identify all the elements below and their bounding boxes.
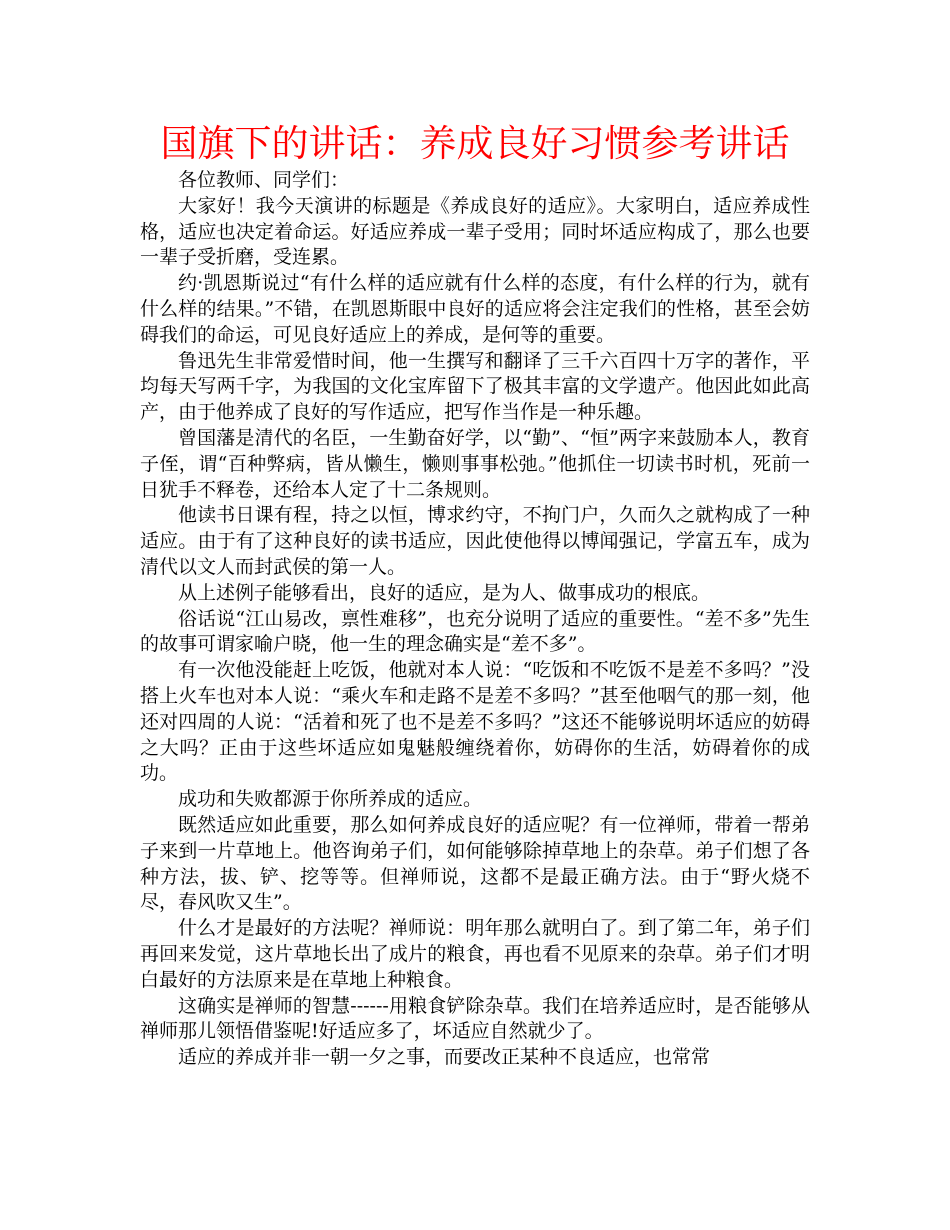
paragraph: 他读书日课有程，持之以恒，博求约守，不拘门户，久而久之就构成了一种适应。由于有了这种良好的读书适应，因此使他得以博闻强记，学富五车，成为清代以文人而封武侯的第一人。: [140, 504, 810, 578]
paragraph: 成功和失败都源于你所养成的适应。: [178, 788, 483, 811]
paragraph: 约·凯恩斯说过“有什么样的适应就有什么样的态度，有什么样的行为，就有什么样的结果。”不错，在凯恩斯眼中良好的适应将会注定我们的性格，甚至会妨碍我们的命运，可见良好适应上的养成，是何等的重要。: [140, 272, 810, 346]
paragraph: 俗话说“江山易改，禀性难移”，也充分说明了适应的重要性。“差不多”先生的故事可谓家喻户晓，他一生的理念确实是“差不多”。: [140, 607, 810, 656]
paragraph: 既然适应如此重要，那么如何养成良好的适应呢？有一位禅师，带着一帮弟子来到一片草地上。他咨询弟子们，如何能够除掉草地上的杂草。弟子们想了各种方法，拔、铲、挖等等。但禅师说，这都不是最正确方法。由于“野火烧不尽，春风吹又生”。: [140, 813, 810, 914]
paragraph: 鲁迅先生非常爱惜时间，他一生撰写和翻译了三千六百四十万字的著作，平均每天写两千字，为我国的文化宝库留下了极其丰富的文学遗产。他因此如此高产，由于他养成了良好的写作适应，把写作当作是一种乐趣。: [140, 349, 810, 424]
paragraph: 这确实是禅师的智慧------用粮食铲除杂草。我们在培养适应时，是否能够从禅师那儿领悟借鉴呢!好适应多了，坏适应自然就少了。: [140, 994, 810, 1043]
document-title: 国旗下的讲话：养成良好习惯参考讲话: [160, 122, 790, 165]
paragraph: 什么才是最好的方法呢？禅师说：明年那么就明白了。到了第二年，弟子们再回来发觉，这片草地长出了成片的粮食，再也看不见原来的杂草。弟子们才明白最好的方法原来是在草地上种粮食。: [140, 917, 810, 991]
document-body: [140, 168, 810, 1071]
paragraph: 从上述例子能够看出，良好的适应，是为人、做事成功的根底。: [178, 581, 711, 604]
salutation: 各位教师、同学们：: [178, 169, 350, 191]
paragraph: 曾国藩是清代的名臣，一生勤奋好学，以“勤”、“恒”两字来鼓励本人，教育子侄，谓“百种弊病，皆从懒生，懒则事事松弛。”他抓住一切读书时机，死前一日犹手不释卷，还给本人定了十二条规则。: [140, 426, 810, 501]
paragraph: 有一次他没能赶上吃饭，他就对本人说：“吃饭和不吃饭不是差不多吗？”没搭上火车也对本人说：“乘火车和走路不是差不多吗？”甚至他咽气的那一刻，他还对四周的人说：“活着和死了也不是差不多吗？”这还不能够说明坏适应的妨碍之大吗？正由于这些坏适应如鬼魅般缠绕着你，妨碍你的生活，妨碍着你的成功。: [140, 659, 810, 785]
paragraph: 适应的养成并非一朝一夕之事，而要改正某种不良适应，也常常: [178, 1046, 711, 1069]
paragraph: 大家好！我今天演讲的标题是《养成良好的适应》。大家明白，适应养成性格，适应也决定着命运。好适应养成一辈子受用；同时坏适应构成了，那么也要一辈子受折磨，受连累。: [140, 194, 810, 269]
